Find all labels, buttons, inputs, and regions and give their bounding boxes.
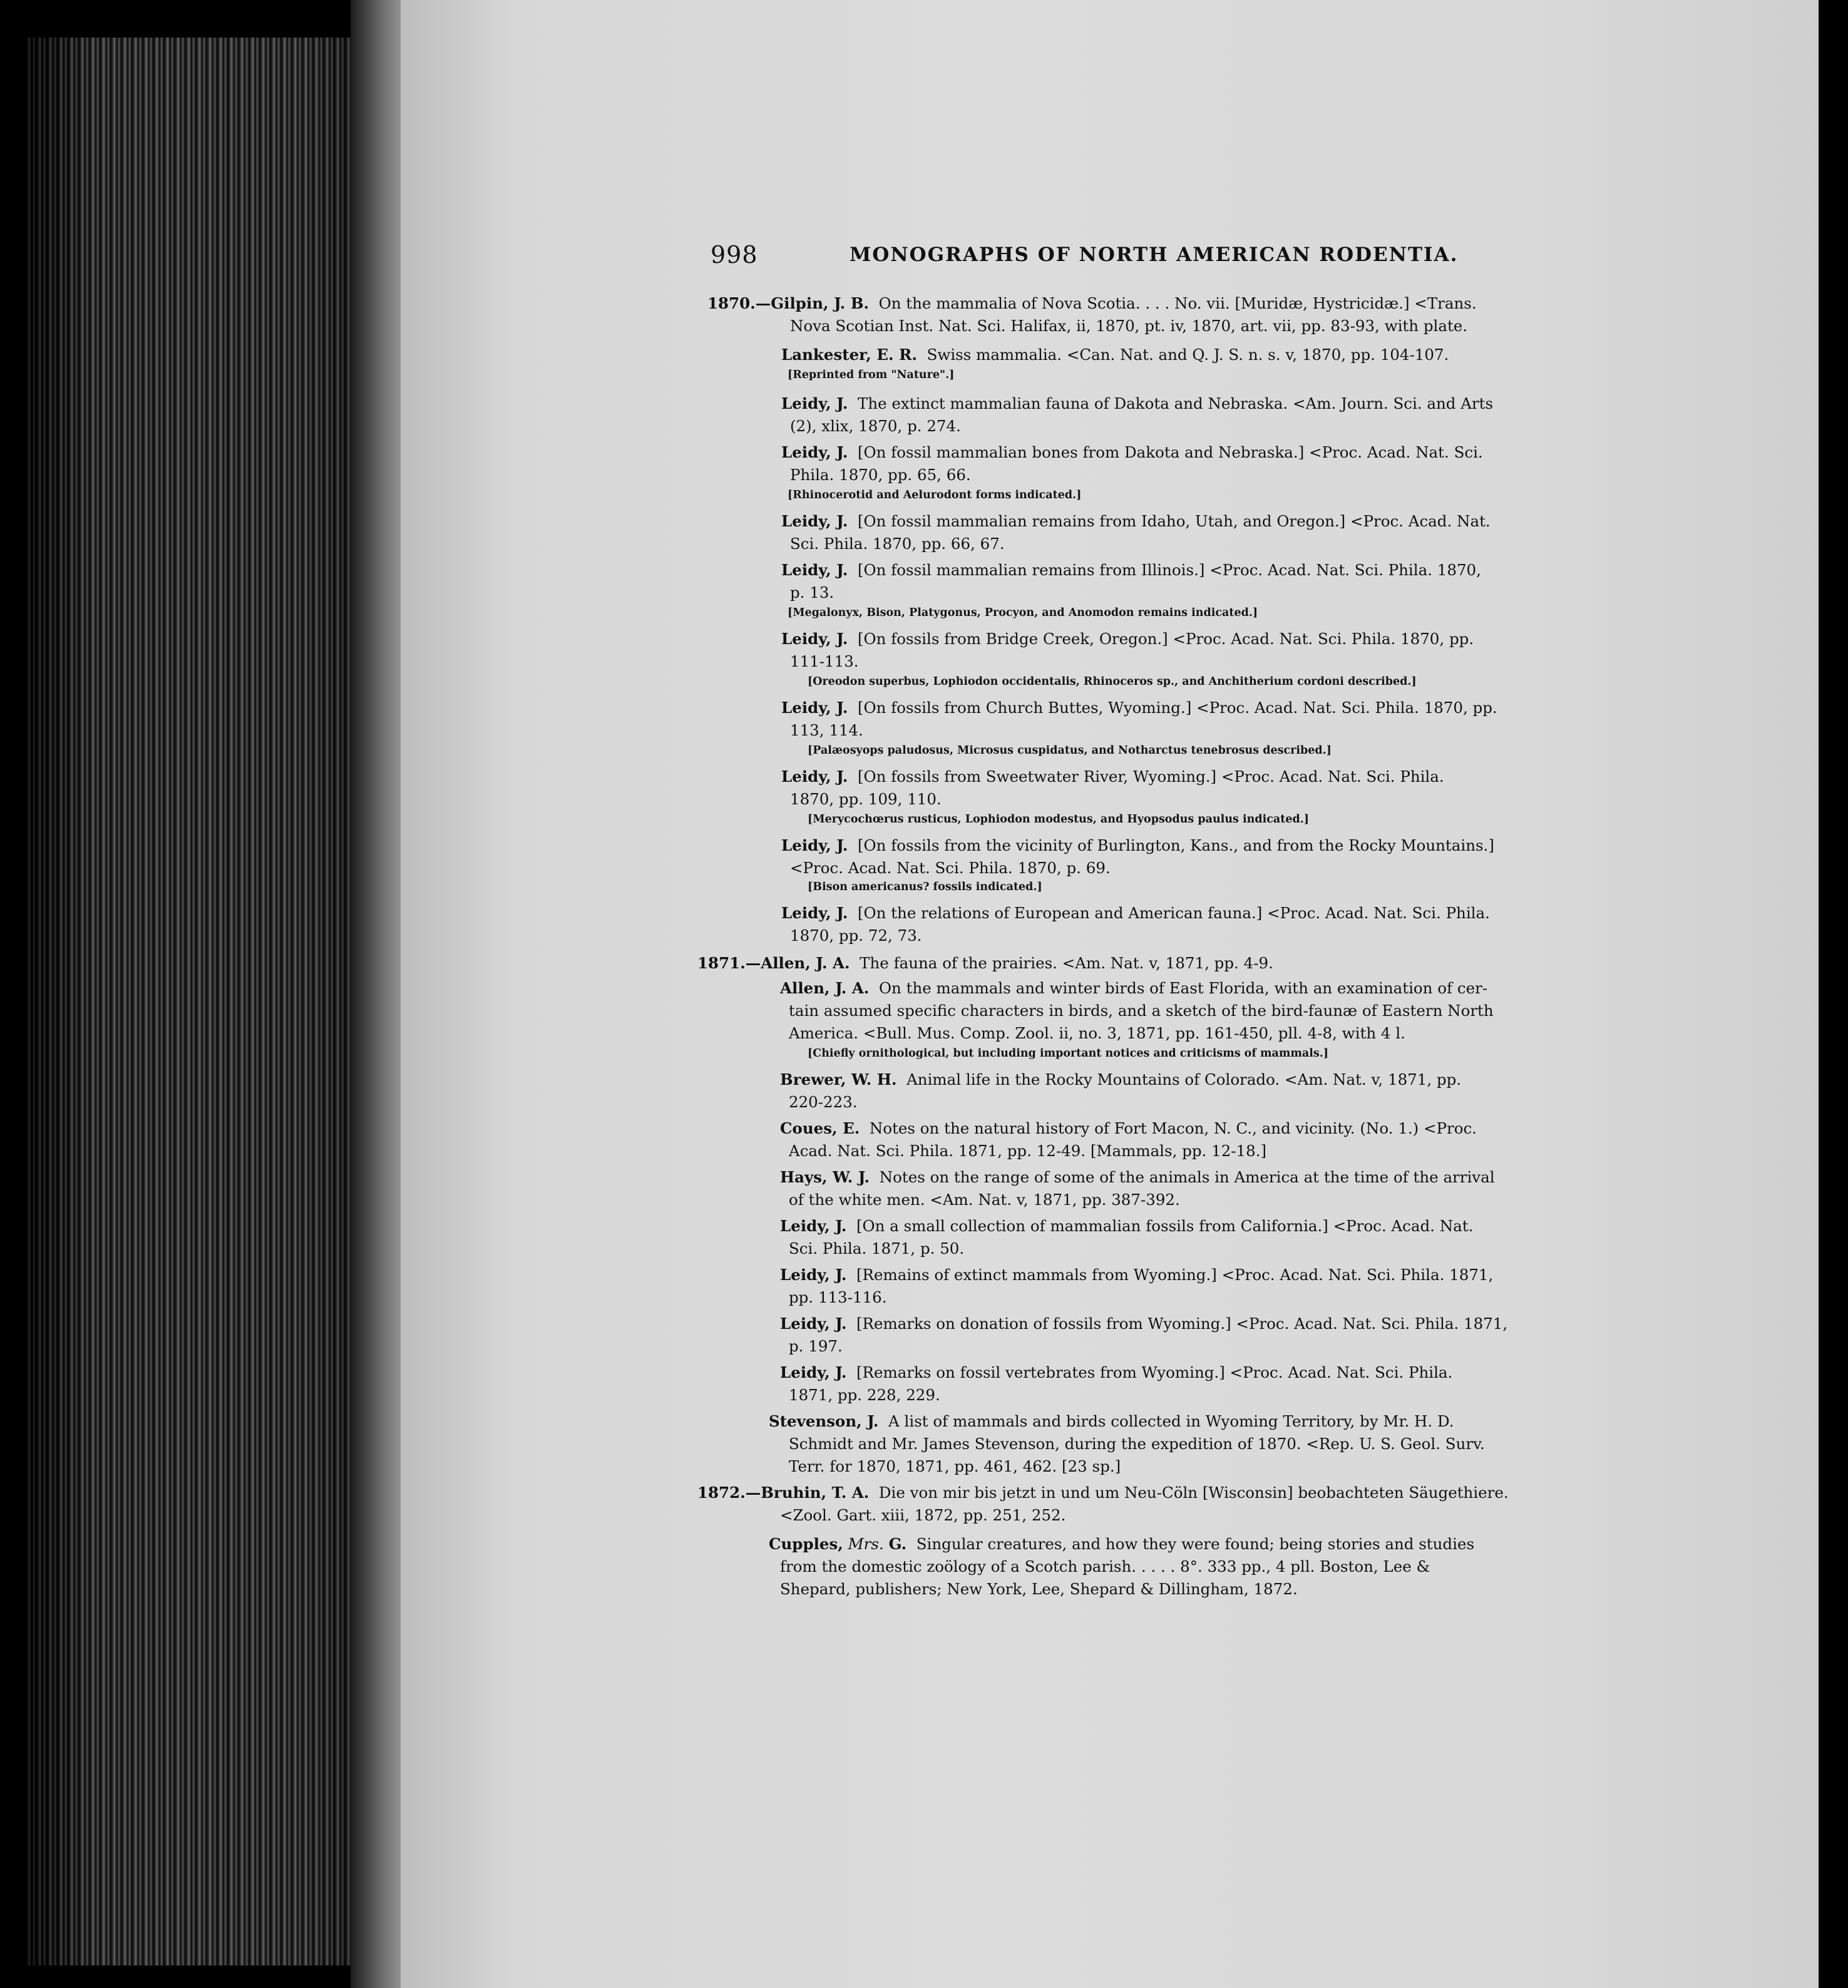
entry-line (781, 630, 1474, 648)
entry-author: Allen, J. A. (780, 979, 870, 997)
page-title: MONOGRAPHS OF NORTH AMERICAN RODENTIA. (850, 243, 1459, 266)
entry-text: [On fossils from Church Buttes, Wyoming.] <Proc. Acad. Nat. Sci. Phila. 1870, pp. (858, 699, 1497, 717)
entry-text: Singular creatures, and how they were found; being stories and studies (916, 1535, 1475, 1553)
entry-author: Gilpin, J. B. (771, 294, 870, 312)
entry-author: Coues, E. (780, 1119, 860, 1137)
entry-line: 1870, pp. 109, 110. (790, 790, 942, 808)
entry-line (780, 1168, 1495, 1187)
entry-author: Leidy, J. (781, 443, 848, 461)
entry-line: Shepard, publishers; New York, Lee, Shepard & Dillingham, 1872. (780, 1580, 1298, 1598)
entry-line: <Zool. Gart. xiii, 1872, pp. 251, 252. (780, 1506, 1066, 1524)
entry-note: [Palæosyops paludosus, Microsus cuspidatus, and Notharctus tenebrosus described.] (808, 744, 1332, 757)
entry-line (780, 1070, 1461, 1089)
entry-line: 220-223. (789, 1093, 858, 1111)
entry-line: pp. 113-116. (789, 1288, 887, 1306)
entry-author: Leidy, J. (780, 1363, 847, 1381)
entry-text: [On fossils from Bridge Creek, Oregon.] <Proc. Acad. Nat. Sci. Phila. 1870, pp. (858, 630, 1474, 648)
entry-year: 1872.— (697, 1483, 761, 1502)
entry-text: Die von mir bis jetzt in und um Neu-Cöln [Wisconsin] beobachteten Säugethiere. (878, 1483, 1509, 1502)
entry-author: Leidy, J. (780, 1217, 847, 1235)
entry-author: Cupples, (769, 1535, 843, 1553)
entry-line: (2), xlix, 1870, p. 274. (790, 417, 961, 435)
entry-text: A list of mammals and birds collected in Wyoming Territory, by Mr. H. D. (888, 1412, 1454, 1430)
entry-year: 1870.— (707, 294, 771, 312)
scan-border (1819, 0, 1848, 1988)
entry-text: [On fossils from Sweetwater River, Wyoming.] <Proc. Acad. Nat. Sci. Phila. (858, 767, 1444, 786)
entry-line: tain assumed specific characters in birds, and a sketch of the bird-faunæ of Eastern North (789, 1002, 1494, 1020)
entry-author: Bruhin, T. A. (761, 1483, 870, 1502)
entry-text: On the mammalia of Nova Scotia. . . . No. vii. [Muridæ, Hystricidæ.] <Trans. (878, 294, 1477, 312)
entry-line (781, 699, 1497, 717)
entry-text: [Remarks on fossil vertebrates from Wyoming.] <Proc. Acad. Nat. Sci. Phila. (856, 1363, 1453, 1381)
entry-note: [Reprinted from "Nature".] (788, 369, 955, 381)
entry-line: of the white men. <Am. Nat. v, 1871, pp. 387-392. (789, 1191, 1180, 1209)
entry-line: <Proc. Acad. Nat. Sci. Phila. 1870, p. 69. (790, 859, 1111, 877)
entry-line: Sci. Phila. 1871, p. 50. (789, 1239, 965, 1258)
entry-author: Leidy, J. (780, 1266, 847, 1284)
entry-author-title: Mrs. (848, 1535, 884, 1553)
entry-line (781, 767, 1444, 786)
entry-line (781, 394, 1493, 413)
entry-text: On the mammals and winter birds of East Florida, with an examination of cer- (878, 979, 1488, 997)
entry-line: 111-113. (790, 652, 859, 670)
entry-note: [Rhinocerotid and Aelurodont forms indicated.] (788, 489, 1082, 501)
entry-note: [Merycochœrus rusticus, Lophiodon modestus, and Hyopsodus paulus indicated.] (808, 813, 1310, 826)
entry-line: America. <Bull. Mus. Comp. Zool. ii, no. 3, 1871, pp. 161-450, pll. 4-8, with 4 l. (789, 1024, 1405, 1042)
entry-author: Hays, W. J. (780, 1168, 870, 1186)
entry-line: 1870, pp. 72, 73. (790, 926, 922, 945)
entry-line (781, 443, 1483, 462)
entry-note: [Bison americanus? fossils indicated.] (808, 881, 1042, 893)
entry-line: p. 197. (789, 1337, 843, 1355)
entry-line (781, 904, 1490, 923)
entry-text: [Remarks on donation of fossils from Wyoming.] <Proc. Acad. Nat. Sci. Phila. 1871, (856, 1314, 1508, 1333)
entry-author: Leidy, J. (781, 512, 848, 530)
entry-author: Leidy, J. (781, 904, 848, 922)
entry-line (781, 512, 1491, 531)
entry-author: Brewer, W. H. (780, 1070, 897, 1089)
entry-note: [Oreodon superbus, Lophiodon occidentalis, Rhinoceros sp., and Anchitherium cordoni described.] (808, 675, 1417, 688)
entry-line (707, 294, 1477, 313)
entry-line (780, 1363, 1452, 1382)
entry-line (780, 1119, 1477, 1138)
entry-line (769, 1535, 1474, 1554)
entry-author: Leidy, J. (781, 561, 848, 579)
entry-line (780, 1217, 1473, 1236)
entry-line: Acad. Nat. Sci. Phila. 1871, pp. 12-49. [Mammals, pp. 12-18.] (789, 1142, 1267, 1160)
entry-line (780, 979, 1487, 998)
entry-text: The fauna of the prairies. <Am. Nat. v, 1871, pp. 4-9. (860, 954, 1273, 972)
entry-line: 113, 114. (790, 721, 863, 739)
entry-text: Animal life in the Rocky Mountains of Colorado. <Am. Nat. v, 1871, pp. (906, 1070, 1462, 1089)
entry-author: Lankester, E. R. (781, 346, 917, 364)
entry-author: Leidy, J. (780, 1314, 847, 1333)
entry-text: [On fossil mammalian remains from Illinois.] <Proc. Acad. Nat. Sci. Phila. 1870, (858, 561, 1481, 579)
entry-line (780, 1314, 1507, 1333)
entry-line: p. 13. (790, 583, 834, 602)
entry-author: Leidy, J. (781, 394, 848, 412)
entry-line (769, 1412, 1454, 1431)
entry-line: Schmidt and Mr. James Stevenson, during the expedition of 1870. <Rep. U. S. Geol. Surv. (789, 1435, 1485, 1453)
entry-text: The extinct mammalian fauna of Dakota and Nebraska. <Am. Journ. Sci. and Arts (858, 394, 1494, 412)
entry-text: Notes on the natural history of Fort Macon, N. C., and vicinity. (No. 1.) <Proc. (869, 1119, 1477, 1137)
entry-line: from the domestic zoölogy of a Scotch parish. . . . . 8°. 333 pp., 4 pll. Boston, Lee & (780, 1557, 1430, 1576)
entry-line: Phila. 1870, pp. 65, 66. (790, 466, 971, 484)
entry-author: Allen, J. A. (761, 954, 850, 972)
entry-text: Swiss mammalia. <Can. Nat. and Q. J. S. n. s. v, 1870, pp. 104-107. (927, 346, 1449, 364)
entry-author-initial: G. (888, 1535, 907, 1553)
entry-text: [On fossils from the vicinity of Burlington, Kans., and from the Rocky Mountains.] (858, 836, 1494, 854)
page-edges (25, 38, 376, 1965)
entry-line (697, 1483, 1509, 1502)
page-number: 998 (711, 241, 758, 269)
entry-author: Leidy, J. (781, 836, 848, 854)
entry-author: Leidy, J. (781, 699, 848, 717)
entry-note: [Chiefly ornithological, but including important notices and criticisms of mammals.] (808, 1047, 1329, 1060)
entry-author: Stevenson, J. (769, 1412, 879, 1430)
entry-text: [On fossil mammalian bones from Dakota and Nebraska.] <Proc. Acad. Nat. Sci. (858, 443, 1483, 461)
entry-line (780, 1266, 1493, 1284)
entry-line: Nova Scotian Inst. Nat. Sci. Halifax, ii, 1870, pt. iv, 1870, art. vii, pp. 83-93, with plate. (790, 317, 1468, 335)
entry-text: [On fossil mammalian remains from Idaho, Utah, and Oregon.] <Proc. Acad. Nat. (858, 512, 1491, 530)
entry-author: Leidy, J. (781, 630, 848, 648)
entry-line (781, 561, 1481, 580)
entry-author: Leidy, J. (781, 767, 848, 786)
entry-text: Notes on the range of some of the animals in America at the time of the arrival (879, 1168, 1495, 1186)
entry-line (697, 954, 1273, 973)
entry-text: [On a small collection of mammalian fossils from California.] <Proc. Acad. Nat. (856, 1217, 1474, 1235)
entry-text: [On the relations of European and American fauna.] <Proc. Acad. Nat. Sci. Phila. (858, 904, 1490, 922)
entry-line: Terr. for 1870, 1871, pp. 461, 462. [23 sp.] (789, 1457, 1121, 1475)
entry-line (781, 836, 1494, 855)
entry-line (781, 346, 1449, 364)
entry-note: [Megalonyx, Bison, Platygonus, Procyon, and Anomodon remains indicated.] (788, 607, 1258, 619)
running-header (711, 241, 1468, 279)
entry-line: Sci. Phila. 1870, pp. 66, 67. (790, 535, 1005, 553)
entry-line: 1871, pp. 228, 229. (789, 1386, 940, 1404)
entry-text: [Remains of extinct mammals from Wyoming.] <Proc. Acad. Nat. Sci. Phila. 1871, (856, 1266, 1494, 1284)
entry-year: 1871.— (697, 954, 761, 972)
